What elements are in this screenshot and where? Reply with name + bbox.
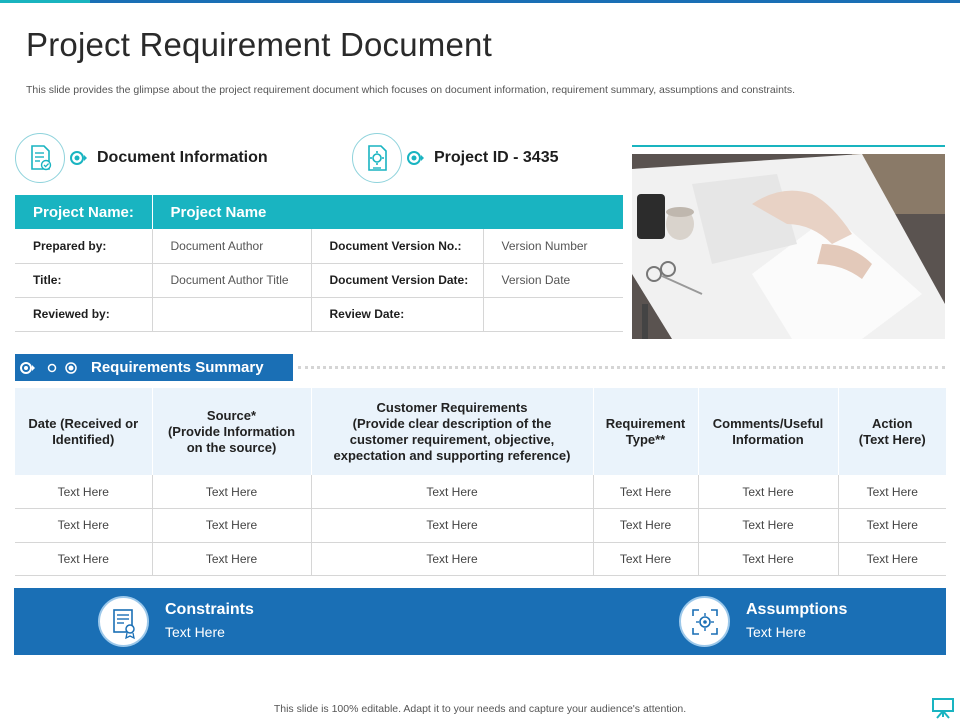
- version-date-label: Document Version Date:: [311, 263, 483, 297]
- document-check-icon: [15, 133, 65, 183]
- table-cell: Text Here: [593, 542, 698, 576]
- table-cell: Text Here: [698, 542, 838, 576]
- gear-document-icon: [352, 133, 402, 183]
- column-header: Source* (Provide Information on the source): [152, 388, 311, 475]
- assumptions-text: Text Here: [746, 624, 806, 640]
- column-header: Action (Text Here): [838, 388, 946, 475]
- constraints-text: Text Here: [165, 624, 225, 640]
- review-date-value: [483, 297, 623, 331]
- document-info-table: [15, 195, 623, 332]
- page-subtitle: This slide provides the glimpse about the project requirement document which focuses on document information, requirement summary, assumptions and constraints.: [26, 84, 796, 96]
- requirements-summary-band: [15, 354, 293, 381]
- slide-footnote: This slide is 100% editable. Adapt it to your needs and capture your audience's attention.: [273, 703, 687, 715]
- table-row: [15, 263, 623, 297]
- project-id-label: Project ID - 3435: [434, 149, 559, 166]
- focus-target-icon: [679, 596, 730, 647]
- column-header: Customer Requirements (Provide clear description of the customer requirement, objective, expectation and supporting reference): [311, 388, 593, 475]
- table-row: [15, 475, 946, 509]
- column-header: Comments/Useful Information: [698, 388, 838, 475]
- table-cell: Text Here: [698, 509, 838, 543]
- version-no-value: Version Number: [483, 229, 623, 263]
- title-label: Title:: [15, 263, 152, 297]
- reviewed-by-value: [152, 297, 311, 331]
- presentation-icon[interactable]: [931, 697, 955, 719]
- progress-dots-icon: [19, 359, 79, 377]
- project-name-label: Project Name:: [15, 195, 152, 229]
- certificate-icon: [98, 596, 149, 647]
- version-no-label: Document Version No.:: [311, 229, 483, 263]
- prepared-by-label: Prepared by:: [15, 229, 152, 263]
- table-cell: Text Here: [593, 509, 698, 543]
- column-header: Date (Received or Identified): [15, 388, 152, 475]
- document-information-heading: [15, 132, 268, 184]
- table-row: [15, 297, 623, 331]
- requirements-header-row: [15, 388, 946, 475]
- desk-paperwork-photo: [632, 154, 945, 339]
- table-cell: Text Here: [15, 475, 152, 509]
- title-value: Document Author Title: [152, 263, 311, 297]
- document-information-label: Document Information: [97, 149, 268, 166]
- project-id-heading: [352, 132, 559, 184]
- review-date-label: Review Date:: [311, 297, 483, 331]
- table-cell: Text Here: [838, 542, 946, 576]
- target-pointer-icon: [406, 149, 424, 167]
- page-title: Project Requirement Document: [26, 26, 492, 63]
- top-rule-accent: [0, 0, 90, 3]
- table-cell: Text Here: [311, 475, 593, 509]
- requirements-table: [15, 388, 946, 576]
- column-header: Requirement Type**: [593, 388, 698, 475]
- table-cell: Text Here: [698, 475, 838, 509]
- table-cell: Text Here: [152, 475, 311, 509]
- table-cell: Text Here: [152, 542, 311, 576]
- project-name-row: [15, 195, 623, 229]
- table-row: [15, 509, 946, 543]
- reviewed-by-label: Reviewed by:: [15, 297, 152, 331]
- version-date-value: Version Date: [483, 263, 623, 297]
- table-cell: Text Here: [152, 509, 311, 543]
- table-cell: Text Here: [15, 509, 152, 543]
- table-cell: Text Here: [311, 542, 593, 576]
- assumptions-title: Assumptions: [746, 601, 848, 618]
- project-name-value: Project Name: [152, 195, 623, 229]
- table-cell: Text Here: [838, 509, 946, 543]
- table-cell: Text Here: [311, 509, 593, 543]
- table-cell: Text Here: [593, 475, 698, 509]
- table-cell: Text Here: [838, 475, 946, 509]
- constraints-title: Constraints: [165, 601, 254, 618]
- table-cell: Text Here: [15, 542, 152, 576]
- top-rule: [0, 0, 960, 3]
- table-row: [15, 229, 623, 263]
- target-pointer-icon: [69, 149, 87, 167]
- table-row: [15, 542, 946, 576]
- photo-accent-line: [632, 145, 945, 147]
- prepared-by-value: Document Author: [152, 229, 311, 263]
- constraints-assumptions-band: [14, 588, 946, 655]
- requirements-summary-label: Requirements Summary: [91, 359, 264, 376]
- dotted-divider: [298, 366, 945, 370]
